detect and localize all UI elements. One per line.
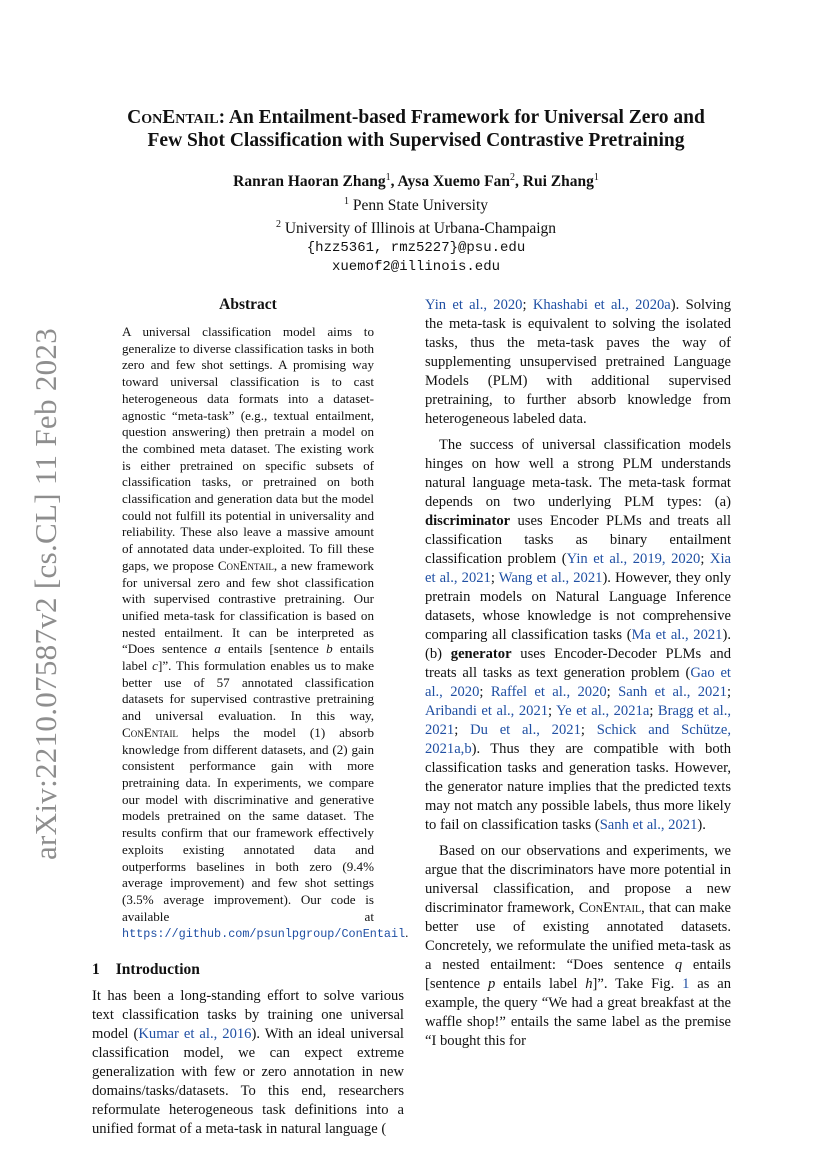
section-title: Introduction — [115, 961, 200, 979]
affiliation-1 — [90, 192, 742, 216]
text-part: ). With an ideal universal classification model, we can expect extreme generalization with few or zero annotation in new domains/tasks/datasets. To this end, researchers reformulate heterogeneous task definitions into a unified format of a meta-task in natural language ( — [92, 1026, 404, 1138]
left-column — [92, 296, 409, 1139]
text-part: Based on our observations and experiments, we argue that the discriminators have more potential in universal classification, and propose a new discriminator framework, — [425, 843, 731, 916]
math-var: b — [326, 641, 333, 657]
text-part: ; — [700, 551, 710, 567]
bold-term: generator — [450, 646, 512, 662]
text-part: uses Encoder-Decoder PLMs and treats all tasks as text generation problem ( — [425, 646, 731, 681]
abstract-part: A universal classification model aims to generalize to diverse classification tasks in both zero and few shot settings. A promising way toward universal classification is to cast heterogeneous data formats into a dataset-agnostic “meta-task” (e.g., textual entailment, question answering) then pretrain a model on the combined meta dataset. The existing work is either pretrained on specific subsets of classification tasks, or pretrained on both classification and generation data but the model could not fulfill its potential in universality and reliability. These also leave a massive amount of annotated data under-exploited. To fill these gaps, we propose — [122, 324, 374, 573]
citation-link[interactable]: Aribandi et al., 2021 — [425, 703, 549, 719]
author-3: Rui Zhang — [522, 173, 594, 191]
text-part: ]”. Take Fig. — [592, 976, 683, 992]
text-part: entails label — [495, 976, 586, 992]
email-illinois: xuemof2@illinois.edu — [331, 259, 501, 276]
affiliation-1-mark: 1 — [343, 195, 349, 207]
citation-link[interactable]: Gao et al., 2020 — [425, 665, 731, 700]
text-part: ; — [479, 684, 491, 700]
citation-link[interactable]: Wang et al., 2021 — [498, 570, 603, 586]
title-system-name: ConEntail — [127, 107, 219, 128]
math-var: c — [152, 658, 158, 674]
text-part: ). (b) — [425, 627, 731, 662]
text-part: as an example, the query “We had a great breakfast at the waffle shop!” entails the same label as the premise “I bought this for — [425, 976, 731, 1049]
citation-link[interactable]: Sanh et al., 2021 — [618, 684, 727, 700]
abstract-part: . — [405, 925, 409, 941]
text-part: ; — [522, 297, 533, 313]
affiliation-2-mark: 2 — [275, 219, 281, 231]
citation-link[interactable]: Khashabi et al., 2020a — [532, 297, 671, 313]
math-var: a — [214, 641, 221, 657]
system-name: ConEntail — [217, 557, 274, 573]
intro-paragraph-3 — [425, 842, 731, 1051]
text-part: ). — [697, 817, 706, 833]
author-1: Ranran Haoran Zhang — [233, 173, 386, 191]
abstract-text — [122, 324, 409, 943]
title-line1-rest: : An Entailment-based Framework for Universal Zero and — [218, 107, 705, 128]
citation-link[interactable]: Bragg et al., 2021 — [425, 703, 732, 738]
text-part: ; — [726, 684, 731, 700]
math-var: h — [585, 976, 593, 992]
text-part: ). Solving the meta-task is equivalent to solving the isolated tasks, thus the meta-task paves the way of supplementing unsupervised pretrained Language Models (PLM) with additional supervised pretraining, to further absorb knowledge from heterogeneous labeled data. — [425, 297, 731, 427]
author-block — [90, 168, 742, 278]
right-column — [425, 296, 731, 1051]
system-name: ConEntail — [578, 900, 642, 916]
text-part: ; — [580, 722, 597, 738]
email-psu: {hzz5361, rmz5227}@psu.edu — [306, 239, 526, 256]
author-1-affiliation-mark: 1 — [385, 172, 391, 183]
system-name: ConEntail — [122, 724, 179, 740]
affiliation-2 — [90, 215, 742, 239]
citation-link[interactable]: Sanh et al., 2021 — [599, 817, 698, 833]
affiliation-1-name: Penn State University — [352, 196, 489, 214]
citation-link[interactable]: Xia et al., 2021 — [425, 551, 731, 586]
citation-link[interactable]: Kumar et al., 2016 — [138, 1026, 252, 1043]
abstract-part: helps the model (1) absorb knowledge from different datasets, and (2) gain consistent performance gain with more pretraining data. In experiments, we compare our model with discriminative and generative models pretrained on the same dataset. The results confirm that our framework effectively exploits existing annotated data and outperforms baselines in both zero (9.4% average improvement) and few shot settings (3.5% average improvement). Our code is available at — [122, 724, 374, 924]
author-3-affiliation-mark: 1 — [593, 172, 599, 183]
text-part: ; — [649, 703, 658, 719]
abstract-part: entails [sentence — [220, 641, 327, 657]
text-part: ; — [548, 703, 557, 719]
author-2-affiliation-mark: 2 — [510, 172, 516, 183]
abstract-part: ]”. This formulation enables us to make better use of 57 annotated classification datasets for supervised contrastive pretraining and universal evaluation. In this way, — [122, 658, 374, 724]
citation-link[interactable]: Du et al., 2021 — [470, 722, 581, 738]
intro-paragraph-1 — [92, 987, 404, 1139]
abstract-heading: Abstract — [219, 296, 277, 313]
math-var: q — [674, 957, 683, 973]
math-var: p — [487, 976, 496, 992]
author-names: Ranran Haoran Zhang$^1$, Aysa Xuemo Fan$^2$, Rui Zhang$^1$ — [233, 172, 599, 191]
section-heading-introduction — [92, 961, 404, 979]
citation-link[interactable]: Yin et al., 2020 — [425, 297, 523, 313]
author-2: Aysa Xuemo Fan — [397, 173, 511, 191]
citation-link[interactable]: Ye et al., 2021a — [556, 703, 650, 719]
arxiv-identifier-stamp: arXiv:2210.07587v2 [cs.CL] 11 Feb 2023 — [28, 327, 63, 860]
citation-link[interactable]: Schick and Schütze, 2021a,b — [425, 722, 732, 757]
code-repository-link[interactable]: https://github.com/psunlpgroup/ConEntail — [122, 927, 406, 942]
text-part: ; — [606, 684, 619, 700]
affiliation-2-name: University of Illinois at Urbana-Champaign — [284, 220, 557, 238]
intro-paragraph-2 — [425, 436, 731, 835]
abstract-part: , a new framework for universal zero and few shot classification with supervised contrastive pretraining. Our unified meta-task for classification is based on nested entailment. It can be interpreted as “Does sentence — [122, 557, 374, 657]
figure-reference-link[interactable]: 1 — [682, 976, 690, 992]
paper-title — [90, 106, 742, 152]
bold-term: discriminator — [425, 513, 511, 529]
text-part: uses Encoder PLMs and treats all classification tasks as binary entailment classification problem ( — [425, 513, 731, 567]
text-part: ). However, they only pretrain models on Natural Language Inference datasets, whose knowledge is not comprehensive comparing all classification tasks ( — [425, 570, 731, 643]
citation-link[interactable]: Ma et al., 2021 — [631, 627, 723, 643]
text-part: , that can make better use of existing annotated datasets. Concretely, we reformulate the unified meta-task as a nested entailment: “Does sentence — [425, 900, 731, 973]
citation-link[interactable]: Raffel et al., 2020 — [490, 684, 607, 700]
citation-link[interactable]: Yin et al., 2019, 2020 — [566, 551, 701, 567]
text-part: ; — [454, 722, 471, 738]
section-number: 1 — [92, 961, 100, 979]
text-part: ). Thus they are compatible with both classification tasks and generation tasks. However, the generator nature implies that the predicted texts may not match any possible labels, thus more likely to fail on classification tasks ( — [425, 741, 731, 833]
abstract-part: entails label — [122, 641, 375, 674]
text-part: It has been a long-standing effort to solve various text classification tasks by training one universal model ( — [92, 988, 404, 1043]
text-part: entails [sentence — [425, 957, 731, 992]
text-part: The success of universal classification models hinges on how well a strong PLM understands natural language meta-task. The meta-task format depends on two underlying PLM types: (a) — [425, 437, 731, 510]
text-part: ; — [490, 570, 499, 586]
intro-paragraph-1-continued — [425, 296, 731, 429]
title-line2: Few Shot Classification with Supervised Contrastive Pretraining — [147, 130, 685, 151]
